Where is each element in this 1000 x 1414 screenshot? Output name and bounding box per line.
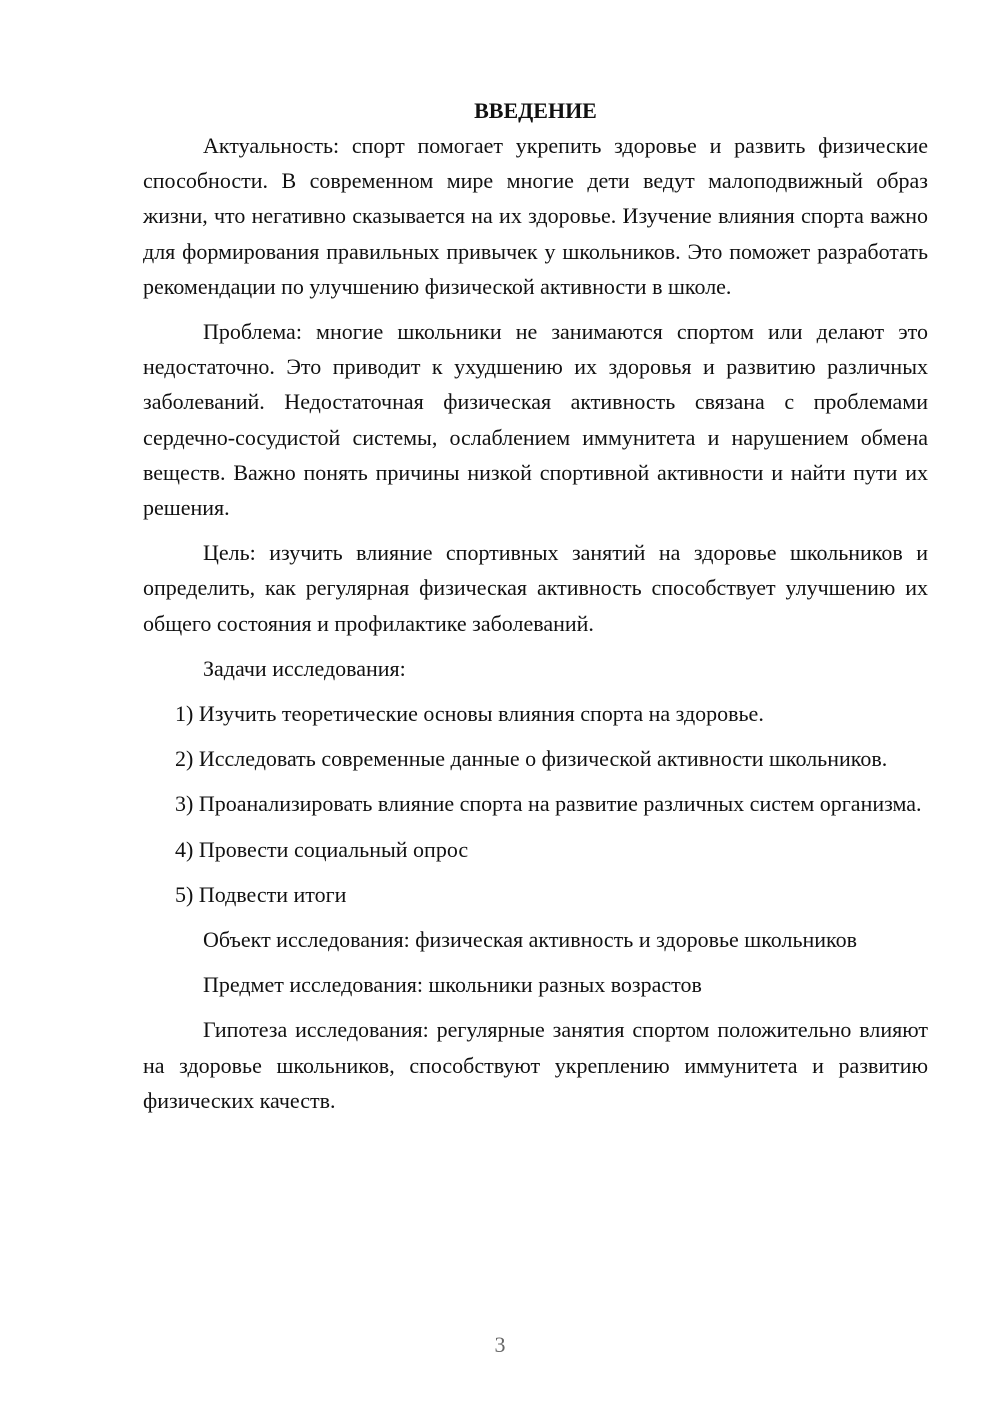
hypothesis-paragraph: Гипотеза исследования: регулярные занятия спортом положительно влияют на здоровье школьников, способствуют укреплению иммунитета и развитию физических качеств. — [143, 1017, 928, 1113]
relevance-paragraph: Актуальность: спорт помогает укрепить здоровье и развить физические способности. В современном мире многие дети ведут малоподвижный образ жизни, что негативно сказывается на их здоровье. Изучение влияния спорта важно для формирования правильных привычек у школьников. Это поможет разработать рекомендации по улучшению физической активности в школе. — [143, 133, 928, 299]
task-item-4: 4) Провести социальный опрос — [175, 836, 469, 862]
tasks-title: Задачи исследования: — [203, 655, 406, 681]
subject-paragraph: Предмет исследования: школьники разных возрастов — [203, 972, 702, 998]
task-item-1: 1) Изучить теоретические основы влияния спорта на здоровье. — [175, 701, 764, 727]
problem-paragraph: Проблема: многие школьники не занимаются спортом или делают это недостаточно. Это приводит к ухудшению их здоровья и развитию различных заболеваний. Недостаточная физическая активность связана с проблемами сердечно-сосудистой системы, ослаблением иммунитета и нарушением обмена веществ. Важно понять причины низкой спортивной активности и найти пути их решения. — [143, 319, 928, 521]
task-item-2: 2) Исследовать современные данные о физической активности школьников. — [175, 746, 888, 772]
page-title: ВВЕДЕНИЕ — [474, 98, 597, 123]
object-paragraph: Объект исследования: физическая активность и здоровье школьников — [203, 927, 858, 953]
document-page — [143, 93, 928, 1118]
goal-paragraph: Цель: изучить влияние спортивных занятий на здоровье школьников и определить, как регулярная физическая активность способствует улучшению их общего состояния и профилактике заболеваний. — [143, 540, 928, 636]
task-item-5: 5) Подвести итоги — [175, 881, 347, 907]
task-item-3: 3) Проанализировать влияние спорта на развитие различных систем организма. — [175, 791, 922, 817]
page-number: 3 — [494, 1332, 506, 1357]
